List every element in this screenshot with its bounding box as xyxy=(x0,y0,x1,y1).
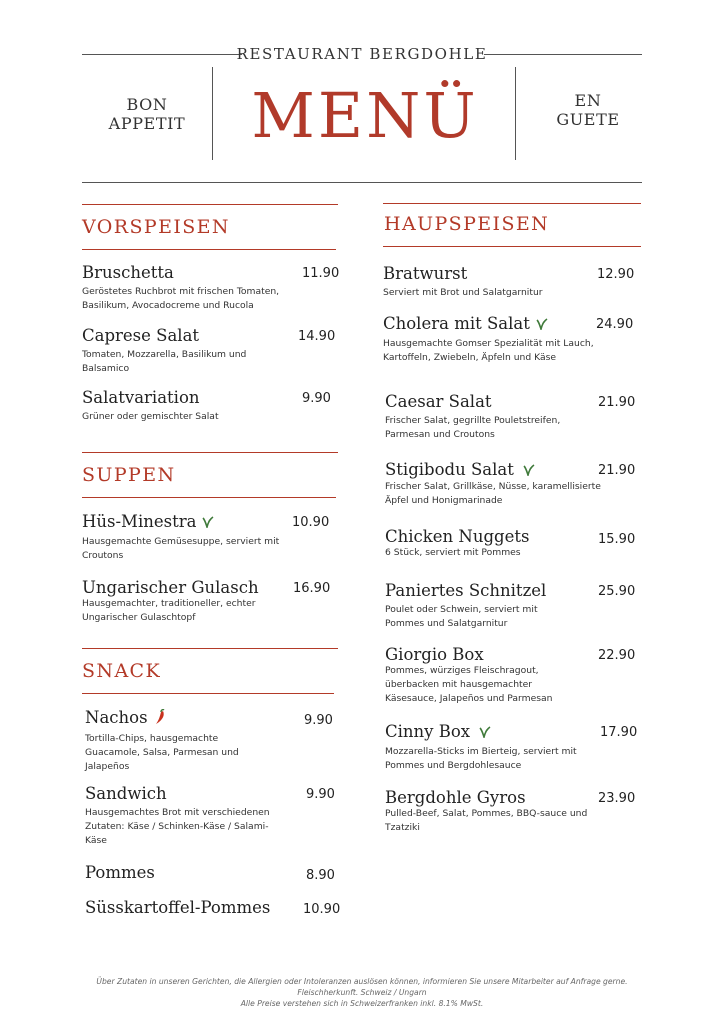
menu-item-salatvariation xyxy=(82,388,338,424)
item-name: Caesar Salat xyxy=(385,392,492,411)
chili-pepper-icon xyxy=(153,709,167,729)
en-guete-line1: EN xyxy=(574,91,602,110)
item-price: 22.90 xyxy=(598,648,636,663)
suppen-title: SUPPEN xyxy=(82,464,176,486)
menu-item-giorgio-box xyxy=(383,645,641,706)
menu-item-chicken-nuggets xyxy=(383,527,641,560)
restaurant-name: RESTAURANT BERGDOHLE xyxy=(236,45,488,63)
right-column xyxy=(383,0,643,960)
vegetarian-leaf-icon xyxy=(523,461,535,480)
menu-item-paniertes-schnitzel xyxy=(383,581,641,631)
item-desc: Tomaten, Mozzarella, Basilikum und Balsamico xyxy=(82,349,247,374)
menu-item-cinny-box xyxy=(383,722,641,773)
item-desc: Hausgemachter, traditioneller, echter Ungarischer Gulaschtopf xyxy=(82,598,256,623)
item-name: Süsskartoffel-Pommes xyxy=(85,898,271,917)
item-desc: Tortilla-Chips, hausgemachte Guacamole, Salsa, Parmesan und Jalapeños xyxy=(85,732,239,772)
menu-item-cholera-mit-salat xyxy=(383,314,641,365)
item-name: Sandwich xyxy=(85,784,167,803)
snack-title: SNACK xyxy=(82,660,162,682)
item-name: Stigibodu Salat xyxy=(385,460,514,479)
hauptspeisen-title: HAUPSPEISEN xyxy=(384,213,550,235)
menu-item-bergdohle-gyros xyxy=(383,788,641,835)
hauptspeisen-rule-bottom xyxy=(383,246,641,247)
item-name: Cholera mit Salat xyxy=(383,314,530,333)
item-price: 16.90 xyxy=(293,581,331,596)
menu-item-sandwich xyxy=(82,784,338,848)
item-price: 9.90 xyxy=(306,787,335,802)
menu-item-suesskartoffel-pommes xyxy=(82,898,344,917)
item-desc: Mozzarella-Sticks im Bierteig, serviert mit Pommes und Bergdohlesauce xyxy=(385,746,577,771)
menu-item-bruschetta xyxy=(82,263,338,313)
vorspeisen-title: VORSPEISEN xyxy=(82,216,230,238)
menu-item-bratwurst xyxy=(383,264,641,300)
suppen-rule-bottom xyxy=(82,497,336,498)
snack-rule-bottom xyxy=(82,693,334,694)
item-name: Cinny Box xyxy=(385,722,471,741)
menu-item-hues-minestra xyxy=(82,512,338,563)
bon-appetit-line2: APPETIT xyxy=(108,114,186,133)
item-price: 12.90 xyxy=(597,267,635,282)
item-name: Pommes xyxy=(85,863,155,882)
item-price: 10.90 xyxy=(292,515,330,530)
item-name: Hüs-Minestra xyxy=(82,512,197,531)
item-desc: Grüner oder gemischter Salat xyxy=(82,411,219,422)
menu-item-caprese-salat xyxy=(82,326,338,376)
item-name: Chicken Nuggets xyxy=(385,527,530,546)
item-name: Bratwurst xyxy=(383,264,468,283)
item-desc: Geröstetes Ruchbrot mit frischen Tomaten, Basilikum, Avocadocreme und Rucola xyxy=(82,286,280,311)
vegetarian-leaf-icon xyxy=(536,315,548,334)
item-price: 25.90 xyxy=(598,584,636,599)
menu-item-nachos xyxy=(82,708,338,774)
menu-title: MENÜ xyxy=(251,79,479,152)
footer-meat-origin: Fleischherkunft. Schweiz / Ungarn xyxy=(297,988,427,997)
item-price: 15.90 xyxy=(598,532,636,547)
item-price: 14.90 xyxy=(298,329,336,344)
snack-rule-top xyxy=(82,648,338,649)
item-name: Giorgio Box xyxy=(385,645,484,664)
item-name: Paniertes Schnitzel xyxy=(385,581,547,600)
vegetarian-leaf-icon xyxy=(479,723,491,742)
item-name: Bruschetta xyxy=(82,263,174,282)
en-guete-line2: GUETE xyxy=(556,110,620,129)
item-name: Bergdohle Gyros xyxy=(385,788,526,807)
item-price: 8.90 xyxy=(306,868,335,883)
item-desc: Frischer Salat, Grillkäse, Nüsse, karamellisierte Äpfel und Honigmarinade xyxy=(385,481,601,506)
item-desc: Pulled-Beef, Salat, Pommes, BBQ-sauce und Tzatziki xyxy=(385,808,588,833)
menu-item-pommes xyxy=(82,863,338,882)
footer-price-note: Alle Preise verstehen sich in Schweizerfranken inkl. 8.1% MwSt. xyxy=(240,999,484,1008)
vorspeisen-rule-bottom xyxy=(82,249,336,250)
item-name: Nachos xyxy=(85,708,148,727)
footer-notes xyxy=(20,976,704,1009)
item-desc: Hausgemachtes Brot mit verschiedenen Zutaten: Käse / Schinken-Käse / Salami-Käse xyxy=(85,807,270,846)
item-price: 17.90 xyxy=(600,725,638,740)
menu-item-stigibodu-salat xyxy=(383,460,641,508)
item-desc: Pommes, würziges Fleischragout, überbacken mit hausgemachter Käsesauce, Jalapeños und Parmesan xyxy=(385,665,553,704)
item-price: 9.90 xyxy=(302,391,331,406)
menu-item-caesar-salat xyxy=(383,392,641,442)
item-price: 11.90 xyxy=(302,266,340,281)
item-price: 10.90 xyxy=(303,902,341,917)
item-name: Ungarischer Gulasch xyxy=(82,578,259,597)
item-name: Salatvariation xyxy=(82,388,200,407)
item-price: 21.90 xyxy=(598,395,636,410)
item-desc: Frischer Salat, gegrillte Pouletstreifen, Parmesan und Croutons xyxy=(385,415,561,440)
bon-appetit-line1: BON xyxy=(126,95,168,114)
item-price: 24.90 xyxy=(596,317,634,332)
vorspeisen-rule-top xyxy=(82,204,338,205)
item-price: 23.90 xyxy=(598,791,636,806)
left-column xyxy=(82,0,340,960)
item-desc: Hausgemachte Gemüsesuppe, serviert mit Croutons xyxy=(82,536,280,561)
suppen-rule-top xyxy=(82,452,338,453)
vegetarian-leaf-icon xyxy=(202,513,214,532)
item-name-row xyxy=(82,708,338,729)
item-price: 21.90 xyxy=(598,463,636,478)
item-desc: Poulet oder Schwein, serviert mit Pommes und Salatgarnitur xyxy=(385,604,538,629)
item-desc: Hausgemachte Gomser Spezialität mit Lauch, Kartoffeln, Zwiebeln, Äpfeln und Käse xyxy=(383,338,594,363)
item-name: Caprese Salat xyxy=(82,326,200,345)
item-desc: 6 Stück, serviert mit Pommes xyxy=(385,547,521,558)
footer-allergy-note: Über Zutaten in unseren Gerichten, die Allergien oder Intoleranzen auslösen können, informieren Sie unsere Mitarbeiter auf Anfrage gerne. xyxy=(96,977,628,986)
item-desc: Serviert mit Brot und Salatgarnitur xyxy=(383,287,543,298)
item-price: 9.90 xyxy=(304,713,333,728)
menu-item-ungarischer-gulasch xyxy=(82,578,338,625)
hauptspeisen-rule-top xyxy=(383,203,641,204)
